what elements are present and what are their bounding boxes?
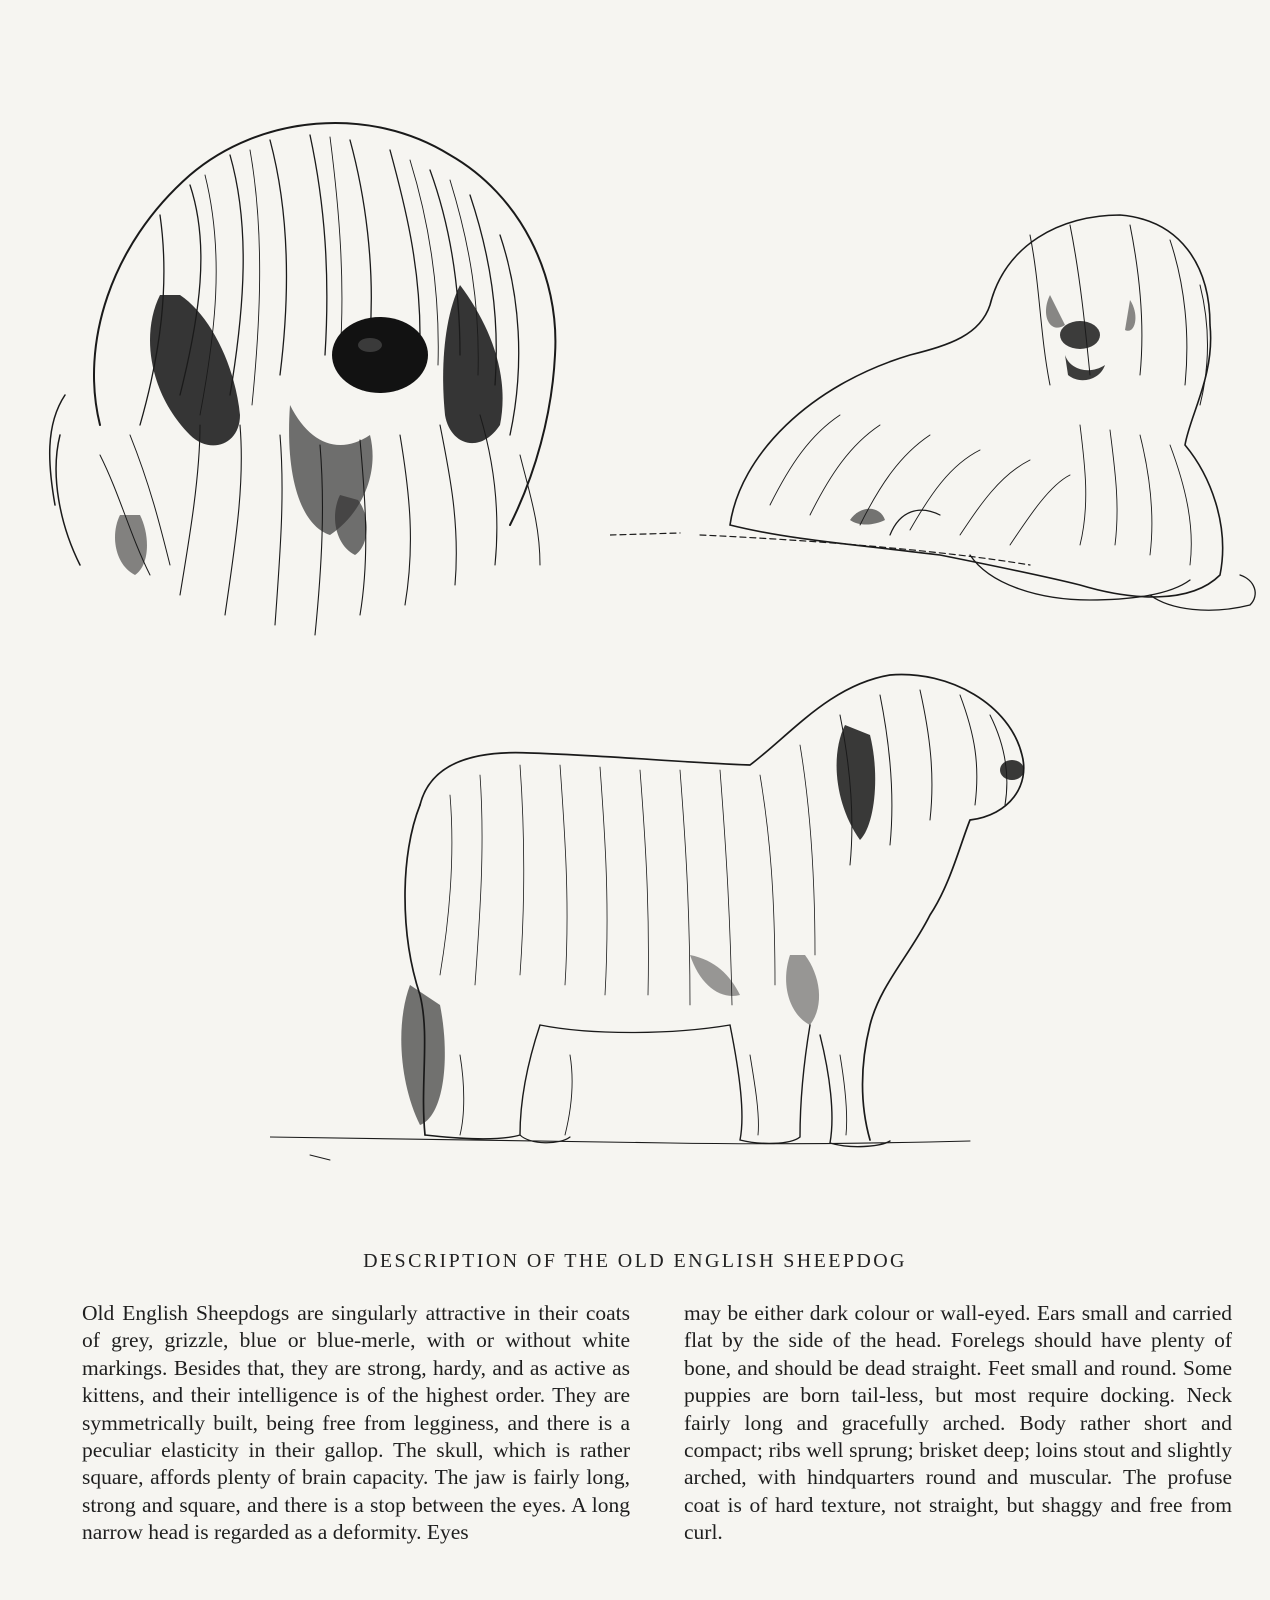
nose-shape <box>332 317 428 393</box>
page-caption: DESCRIPTION OF THE OLD ENGLISH SHEEPDOG <box>363 1250 907 1272</box>
sheepdog-head-illustration <box>40 95 580 655</box>
body-text <box>82 1300 1232 1580</box>
text-column-left: Old English Sheepdogs are singularly attractive in their coats of grey, grizzle, blue or blue-merle, with or without white markings. Besides that, they are strong, hardy, and as active as kittens, and their intelligence is of the highest order. They are symmetrically built, being free from legginess, and there is a peculiar elasticity in their gallop. The skull, which is rather square, affords plenty of brain capacity. The jaw is fairly long, strong and square, and there is a stop between the eyes. A long narrow head is regarded as a deformity. Eyes <box>82 1301 630 1545</box>
sheepdog-standing-illustration <box>270 655 1050 1215</box>
text-column-right: may be either dark colour or wall-eyed. Ears small and carried flat by the side of the head. Forelegs should have plenty of bone, and should be dead straight. Feet small and round. Some puppies are born tail-less, but most require docking. Neck fairly long and gracefully arched. Body rather short and compact; ribs well sprung; brisket deep; loins stout and slightly arched, with hindquarters round and muscular. The profuse coat is of hard texture, not straight, but shaggy and free from curl. <box>684 1301 1232 1545</box>
sheepdog-lying-illustration <box>610 205 1270 625</box>
